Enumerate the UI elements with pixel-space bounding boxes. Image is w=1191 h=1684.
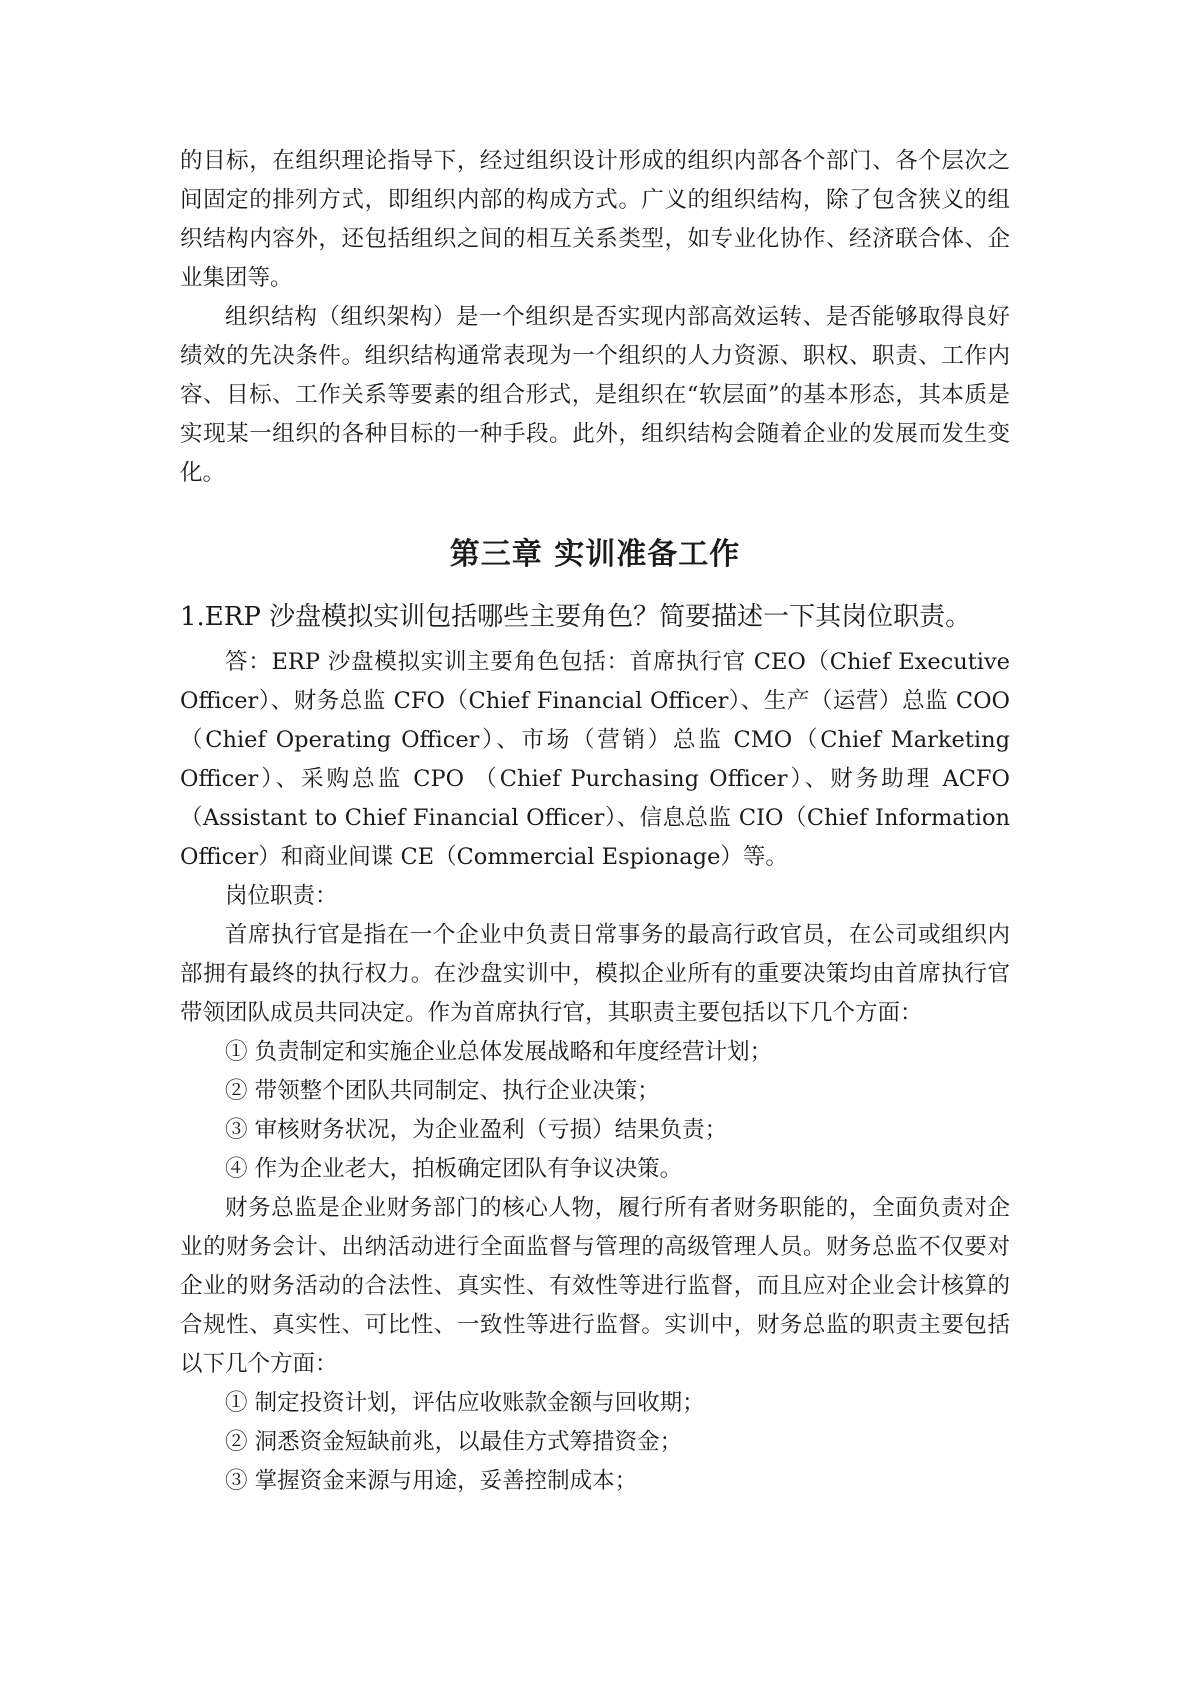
question-heading: 1.ERP 沙盘模拟实训包括哪些主要角色？简要描述一下其岗位职责。 — [180, 602, 972, 632]
ceo-list-item: ④ 作为企业老大，拍板确定团队有争议决策。 — [225, 1156, 683, 1182]
answer-paragraph: 答：ERP 沙盘模拟实训主要角色包括：首席执行官 CEO（Chief Executive Officer）、财务总监 CFO（Chief Financial Officer）、生产（运营）总监 COO（Chief Operating Officer）、市场（营销）总监 CMO（Chief Marketing Officer）、采购总监 CPO （Chief Purchasing Officer）、财务助理 ACFO（Assistant to Chief Financial Officer）、信息总监 CIO（Chief Information Officer）和商业间谍 CE（Commercial Espionage）等。 — [180, 649, 1010, 870]
duties-label: 岗位职责： — [225, 883, 338, 909]
intro-paragraph-1: 的目标，在组织理论指导下，经过组织设计形成的组织内部各个部门、各个层次之间固定的排列方式，即组织内部的构成方式。广义的组织结构，除了包含狭义的组织结构内容外，还包括组织之间的相互关系类型，如专业化协作、经济联合体、企业集团等。 — [180, 148, 1010, 291]
ceo-paragraph: 首席执行官是指在一个企业中负责日常事务的最高行政官员，在公司或组织内部拥有最终的执行权力。在沙盘实训中，模拟企业所有的重要决策均由首席执行官带领团队成员共同决定。作为首席执行官，其职责主要包括以下几个方面： — [180, 922, 1010, 1026]
ceo-list-item: ③ 审核财务状况，为企业盈利（亏损）结果负责； — [225, 1117, 728, 1143]
cfo-list-item: ② 洞悉资金短缺前兆，以最佳方式筹措资金； — [225, 1429, 683, 1455]
ceo-list-item: ① 负责制定和实施企业总体发展战略和年度经营计划； — [225, 1039, 773, 1065]
chapter-title: 第三章 实训准备工作 — [449, 537, 741, 572]
cfo-paragraph: 财务总监是企业财务部门的核心人物，履行所有者财务职能的，全面负责对企业的财务会计、出纳活动进行全面监督与管理的高级管理人员。财务总监不仅要对企业的财务活动的合法性、真实性、有效性等进行监督，而且应对企业会计核算的合规性、真实性、可比性、一致性等进行监督。实训中，财务总监的职责主要包括以下几个方面： — [180, 1195, 1010, 1377]
intro-paragraph-2: 组织结构（组织架构）是一个组织是否实现内部高效运转、是否能够取得良好绩效的先决条件。组织结构通常表现为一个组织的人力资源、职权、职责、工作内容、目标、工作关系等要素的组合形式，是组织在“软层面”的基本形态，其本质是实现某一组织的各种目标的一种手段。此外，组织结构会随着企业的发展而发生变化。 — [180, 304, 1010, 486]
document-page — [180, 142, 1010, 1501]
ceo-list-item: ② 带领整个团队共同制定、执行企业决策； — [225, 1078, 660, 1104]
cfo-list-item: ③ 掌握资金来源与用途，妥善控制成本； — [225, 1468, 638, 1494]
cfo-list-item: ① 制定投资计划，评估应收账款金额与回收期； — [225, 1390, 705, 1416]
